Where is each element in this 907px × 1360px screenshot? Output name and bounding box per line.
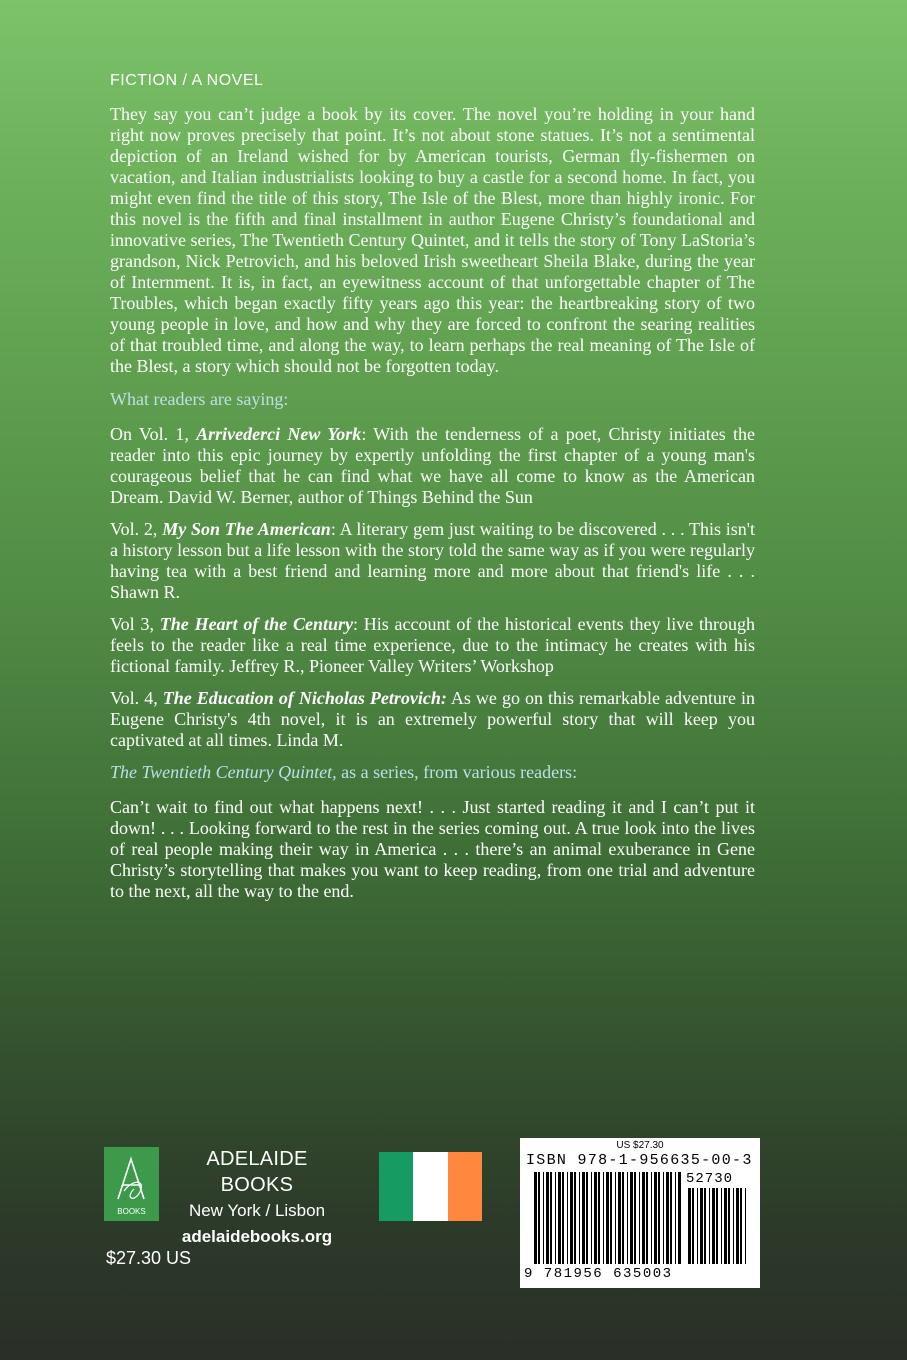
review-vol2 — [110, 519, 755, 603]
book-blurb: They say you can’t judge a book by its cover. The novel you’re holding in your hand right now proves precisely that point. It’s not about stone statues. It’s not a sentimental depiction of an Ireland wished for by American tourists, German fly-fishermen on vacation, and Italian industrialists looking to buy a castle for a second home. In fact, you might even find the title of this story, The Isle of the Blest, more than highly ironic. For this novel is the fifth and final installment in author Eugene Christy’s foundational and innovative series, The Twentieth Century Quintet, and it tells the story of Tony LaStoria’s grandson, Nick Petrovich, and his beloved Irish sweetheart Sheila Blake, during the year of Internment. It is, in fact, an eyewitness account of that unforgettable chapter of The Troubles, which began exactly fifty years ago this year: the heartbreaking story of two young people in love, and how and why they are forced to confront the searing realities of that troubled time, and along the way, to learn perhaps the real meaning of The Isle of the Blest, a story which should not be forgotten today. — [110, 104, 755, 376]
series-heading — [110, 762, 755, 783]
barcode-bar — [574, 1172, 576, 1264]
barcode-bar — [579, 1172, 580, 1264]
barcode-bar — [704, 1188, 706, 1264]
review-book-title: Arrivederci New York — [196, 424, 362, 444]
review-prefix: On Vol. 1, — [110, 424, 197, 444]
review-vol3 — [110, 614, 755, 677]
review-text: : A literary gem just waiting to be discovered . . . This isn't a history lesson but a life lesson with the story told the same way as if you were regularly having tea with a best friend and learning more and more about that friend's life . . . Shawn R. — [110, 519, 756, 602]
barcode-bar — [546, 1172, 549, 1264]
barcode-bar — [582, 1172, 585, 1264]
publisher-url[interactable]: adelaidebooks.org — [181, 1227, 333, 1246]
review-text: : His account of the historical events they live through feels to the reader like a real time experience, due to the intimacy he creates with his fictional family. Jeffrey R., Pioneer Valley Writers’ Workshop — [110, 614, 756, 676]
barcode-bar — [651, 1172, 652, 1264]
barcode-bar — [724, 1188, 727, 1264]
review-prefix: Vol. 2, — [110, 519, 163, 539]
barcode-bar — [688, 1188, 691, 1264]
barcode-bar — [586, 1172, 588, 1264]
barcode-bar — [606, 1172, 609, 1264]
barcode-bar — [630, 1172, 633, 1264]
barcode-bar — [733, 1188, 734, 1264]
barcode-ean-digits: 9 781956 635003 — [524, 1266, 673, 1282]
barcode-price-label: US $27.30 — [616, 1140, 664, 1151]
barcode-addon-digits: 52730 — [686, 1171, 734, 1187]
barcode-bar — [678, 1172, 681, 1264]
barcode-bar — [692, 1188, 694, 1264]
barcode-bar — [615, 1172, 616, 1264]
barcode-isbn-label: ISBN 978-1-956635-00-3 — [526, 1152, 753, 1169]
ean-barcode-bars — [534, 1172, 682, 1264]
barcode-bar — [567, 1172, 568, 1264]
barcode-bar — [658, 1172, 660, 1264]
review-text: As we go on this remarkable adventure in Eugene Christy's 4th novel, it is an extremely powerful story that will keep you captivated at all times. Linda M. — [110, 688, 755, 750]
isbn-barcode — [520, 1138, 760, 1288]
irish-flag — [379, 1152, 482, 1221]
genre-label: FICTION / A NOVEL — [110, 72, 264, 89]
adelaide-logo-icon — [104, 1147, 159, 1221]
barcode-bar — [666, 1172, 669, 1264]
book-price: $27.30 US — [106, 1248, 192, 1268]
review-book-title: The Education of Nicholas Petrovich: — [162, 688, 447, 708]
series-title: The Twentieth Century Quintet, — [110, 762, 337, 782]
barcode-bar — [555, 1172, 556, 1264]
review-vol1 — [110, 424, 755, 508]
barcode-bar — [534, 1172, 537, 1264]
barcode-bar — [728, 1188, 730, 1264]
publisher-logo — [104, 1147, 159, 1221]
review-text: : With the tenderness of a poet, Christy initiates the reader into this epic journey by expertly unfolding the first chapter of a young man's courageous belief that he can find what we have all come to know as the American Dream. David W. Berner, author of Things Behind the Sun — [110, 424, 756, 507]
reader-quotes: Can’t wait to find out what happens next! . . . Just started reading it and I can’t put it down! . . . Looking forward to the rest in the series coming out. A true look into the lives of real people making their way in America . . . there’s an animal exuberance in Gene Christy’s storytelling that makes you want to keep reading, from one trial and adventure to the next, all the way to the end. — [110, 797, 755, 901]
barcode-bar — [538, 1172, 540, 1264]
review-vol4 — [110, 688, 755, 751]
barcode-bar — [654, 1172, 657, 1264]
barcode-bar — [697, 1188, 698, 1264]
barcode-bar — [562, 1172, 564, 1264]
barcode-bar — [591, 1172, 592, 1264]
barcode-bar — [570, 1172, 573, 1264]
barcode-bar — [594, 1172, 597, 1264]
barcode-bar — [598, 1172, 600, 1264]
flag-white-band — [413, 1152, 447, 1221]
barcode-bar — [712, 1188, 715, 1264]
barcode-bar — [558, 1172, 561, 1264]
barcode-bar — [618, 1172, 621, 1264]
barcode-bar — [745, 1188, 746, 1264]
barcode-bar — [740, 1188, 742, 1264]
barcode-bar — [721, 1188, 722, 1264]
barcode-bar — [716, 1188, 718, 1264]
barcode-bar — [603, 1172, 604, 1264]
barcode-bar — [663, 1172, 664, 1264]
readers-heading: What readers are saying: — [110, 389, 289, 409]
barcode-bar — [634, 1172, 636, 1264]
barcode-bar — [610, 1172, 612, 1264]
barcode-bar — [550, 1172, 552, 1264]
series-heading-rest: as a series, from various readers: — [336, 762, 578, 782]
flag-orange-band — [448, 1152, 482, 1221]
barcode-bar — [627, 1172, 628, 1264]
barcode-bar — [639, 1172, 640, 1264]
barcode-bar — [642, 1172, 645, 1264]
barcode-bar — [709, 1188, 710, 1264]
publisher-name: ADELAIDE BOOKS — [206, 1148, 308, 1196]
review-book-title: The Heart of the Century — [159, 614, 353, 634]
barcode-bar — [736, 1188, 739, 1264]
flag-green-band — [379, 1152, 413, 1221]
review-book-title: My Son The American — [162, 519, 331, 539]
barcode-bar — [675, 1172, 676, 1264]
barcode-bar — [622, 1172, 624, 1264]
barcode-bar — [646, 1172, 648, 1264]
addon-barcode-bars — [688, 1188, 752, 1264]
barcode-bar — [700, 1188, 703, 1264]
review-prefix: Vol 3, — [110, 614, 160, 634]
barcode-bar — [670, 1172, 672, 1264]
review-prefix: Vol. 4, — [110, 688, 163, 708]
barcode-bar — [543, 1172, 544, 1264]
logo-text: BOOKS — [117, 1207, 146, 1216]
publisher-cities: New York / Lisbon — [188, 1201, 326, 1220]
publisher-info — [174, 1146, 340, 1250]
back-cover-text — [110, 104, 755, 913]
